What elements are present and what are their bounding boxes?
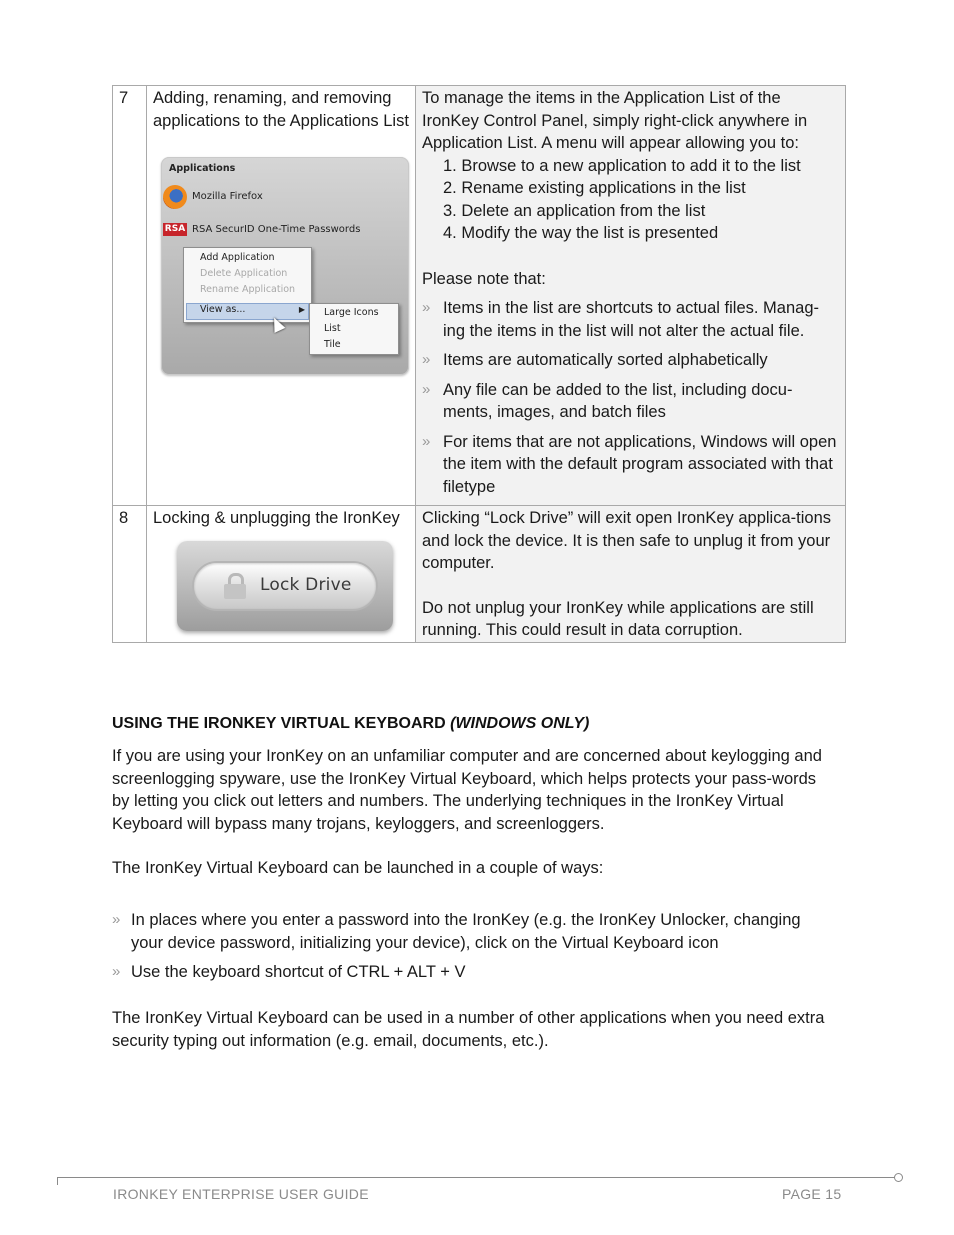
chevron-bullet-icon: » [112,911,121,928]
list-item: 2. Rename existing applications in the list [443,179,746,197]
note-label: Please note that: [422,269,546,288]
footer-divider [57,1177,895,1178]
list-item [422,349,839,372]
lock-drive-screenshot [177,541,393,631]
applications-header: Applications [169,163,236,174]
app-item-firefox [163,185,263,209]
submenu-arrow-icon: ▶ [298,305,305,314]
note-text: Any file can be added to the list, including docu-ments, images, and batch files [443,380,793,421]
footer-doc-title: IRONKEY ENTERPRISE USER GUIDE [113,1186,369,1202]
chevron-bullet-icon: » [422,351,431,368]
step-desc-para: Clicking “Lock Drive” will exit open IronKey applica-tions and lock the device. It is then safe to unplug it from your computer. [422,509,831,572]
step-description [416,506,846,643]
menu-item-delete-application: Delete Application [200,268,288,279]
intro-paragraph: If you are using your IronKey on an unfamiliar computer and are concerned about keylogging and screenlogging spyware, use the IronKey Virtual Keyboard, which helps protects your pass-words by letting you click out letters and numbers. The underlying techniques in the IronKey Virtual Keyboard will bypass many trojans, keyloggers, and screenloggers. [112,747,822,833]
table-row [113,506,846,643]
note-text: Items are automatically sorted alphabetically [443,351,768,369]
step-description [416,86,846,506]
steps-table [112,85,846,643]
launch-methods-list [112,909,832,991]
applications-list-screenshot [161,157,409,375]
list-item [422,379,839,424]
chevron-bullet-icon: » [422,432,431,450]
list-item [422,297,839,342]
app-item-label: Mozilla Firefox [192,191,263,202]
chevron-bullet-icon: » [422,380,431,398]
footer-circle-icon [894,1173,903,1182]
view-as-submenu [309,303,399,355]
firefox-icon [163,185,187,209]
note-text: For items that are not applications, Windows will open the item with the default program associated with that filetype [443,432,837,496]
note-text: Items in the list are shortcuts to actual files. Manag-ing the items in the list will not alter the actual file. [443,299,819,340]
step-desc-warning: Do not unplug your IronKey while applications are still running. This could result in data corruption. [422,598,814,639]
chevron-bullet-icon: » [112,963,121,980]
closing-paragraph: The IronKey Virtual Keyboard can be used in a number of other applications when you need extra security typing out information (e.g. email, documents, etc.). [112,1009,825,1050]
list-item [112,909,832,954]
submenu-item-list: List [324,323,341,334]
padlock-icon [224,573,246,599]
menu-item-view-as: View as... [200,304,246,315]
chevron-bullet-icon: » [422,299,431,316]
heading-qualifier: (WINDOWS ONLY) [450,715,590,732]
step-number: 7 [113,86,147,506]
menu-item-rename-application: Rename Application [200,284,296,295]
submenu-item-large-icons: Large Icons [324,307,379,318]
launch-paragraph: The IronKey Virtual Keyboard can be launched in a couple of ways: [112,859,604,877]
footer-divider-tick [57,1177,58,1185]
app-item-rsa [163,223,360,236]
step-title-cell [147,506,416,643]
rsa-logo-icon: RSA [164,224,186,234]
list-item: 1. Browse to a new application to add it to the list [443,156,801,175]
context-menu [183,247,312,323]
step-title-cell [147,86,416,506]
list-item: 4. Modify the way the list is presented [443,224,719,242]
step-title: Locking & unplugging the IronKey [153,509,400,527]
menu-item-add-application: Add Application [200,252,275,263]
footer-page-number: PAGE 15 [782,1186,842,1202]
list-item [112,961,832,984]
table-row [113,86,846,506]
action-list [422,155,839,245]
submenu-item-tile: Tile [324,339,341,350]
bullet-text: In places where you enter a password into the IronKey (e.g. the IronKey Unlocker, changing your device password, initializing your device), click on the Virtual Keyboard icon [131,911,801,952]
heading-main: USING THE IRONKEY VIRTUAL KEYBOARD [112,715,451,732]
list-item [422,431,839,499]
section-heading [112,713,589,735]
step-intro: To manage the items in the Application List of the IronKey Control Panel, simply right-click anywhere in Application List. A menu will appear allowing you to: [422,89,808,152]
note-list [422,297,839,498]
step-number: 8 [113,506,147,643]
list-item: 3. Delete an application from the list [443,201,706,220]
lock-drive-button [192,561,378,611]
lock-drive-label: Lock Drive [260,575,352,596]
app-item-label: RSA SecurID One-Time Passwords [192,223,361,235]
bullet-text: Use the keyboard shortcut of CTRL + ALT + V [131,963,466,981]
step-title: Adding, renaming, and removing applications to the Applications List [153,89,409,130]
